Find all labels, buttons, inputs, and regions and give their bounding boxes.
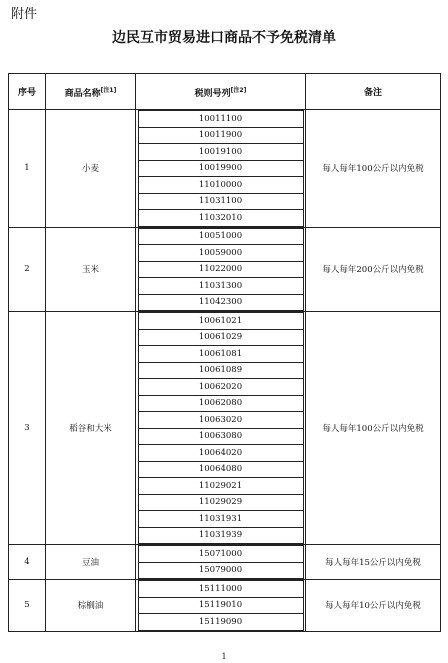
tariff-code: 10061081: [138, 346, 303, 363]
header-tariff-code: [136, 74, 306, 110]
tariff-code-list: [138, 545, 304, 579]
row-remark: 每人每年200公斤以内免税: [306, 227, 441, 312]
tariff-code: 10063020: [138, 412, 303, 429]
table-row: [9, 545, 441, 580]
tariff-code: 10061089: [138, 362, 303, 379]
tariff-code: 15119090: [138, 614, 303, 631]
tariff-code-row: [138, 581, 303, 598]
tariff-code: 11010000: [138, 177, 303, 194]
tariff-code-row: [138, 193, 303, 210]
tariff-code-row: [138, 329, 303, 346]
row-tariff-codes: [136, 545, 306, 580]
table-header-row: [9, 74, 441, 110]
tariff-code-row: [138, 478, 303, 495]
tariff-code: 11031939: [138, 527, 303, 544]
tariff-code: 15111000: [138, 581, 303, 598]
tariff-code-row: [138, 494, 303, 511]
tariff-code: 11042300: [138, 294, 303, 311]
tariff-code-row: [138, 346, 303, 363]
tariff-code: 11022000: [138, 261, 303, 278]
tariff-code-row: [138, 546, 303, 563]
tariff-code: 15071000: [138, 546, 303, 563]
tariff-code: 15119010: [138, 597, 303, 614]
header-remark: [306, 74, 441, 110]
tariff-code-list: [138, 312, 304, 544]
row-remark: 每人每年15公斤以内免税: [306, 545, 441, 580]
note-1-marker: [注1]: [100, 86, 117, 94]
tariff-code: 10019100: [138, 144, 303, 161]
tariff-code-row: [138, 111, 303, 128]
tariff-code-row: [138, 261, 303, 278]
tariff-code: 10061021: [138, 313, 303, 330]
tariff-code-row: [138, 597, 303, 614]
tariff-code: 10011900: [138, 127, 303, 144]
row-tariff-codes: [136, 227, 306, 312]
header-product-label: 商品名称: [64, 88, 101, 99]
row-serial-number: 5: [9, 580, 46, 632]
tariff-code-row: [138, 395, 303, 412]
tariff-code: 11029021: [138, 478, 303, 495]
table-row: [9, 580, 441, 632]
tariff-code-list: [138, 228, 304, 312]
tariff-code-row: [138, 294, 303, 311]
header-product-name: [46, 74, 136, 110]
row-product-name: 小麦: [46, 110, 136, 228]
tariff-code-row: [138, 461, 303, 478]
note-2-marker: [注2]: [230, 86, 247, 94]
tariff-code-row: [138, 511, 303, 528]
exemption-table: [8, 73, 441, 632]
row-product-name: 稻谷和大米: [46, 312, 136, 545]
tariff-code-row: [138, 527, 303, 544]
tariff-code-row: [138, 412, 303, 429]
tariff-code-list: [138, 110, 304, 227]
row-product-name: 玉米: [46, 227, 136, 312]
tariff-code-row: [138, 278, 303, 295]
table-row: [9, 227, 441, 312]
tariff-code-list: [138, 580, 304, 631]
table-row: [9, 312, 441, 545]
row-tariff-codes: [136, 312, 306, 545]
tariff-code: 10064020: [138, 445, 303, 462]
tariff-code: 10062020: [138, 379, 303, 396]
tariff-code: 10061029: [138, 329, 303, 346]
tariff-code: 15079000: [138, 562, 303, 579]
tariff-code: 10019900: [138, 160, 303, 177]
tariff-code: 10051000: [138, 228, 303, 245]
tariff-code-row: [138, 562, 303, 579]
row-serial-number: 2: [9, 227, 46, 312]
tariff-code: 10063080: [138, 428, 303, 445]
tariff-code-row: [138, 177, 303, 194]
header-tariff-label: 税则号列: [194, 88, 231, 99]
tariff-code: 10064080: [138, 461, 303, 478]
attachment-label: 附件: [11, 7, 38, 22]
row-product-name: 豆油: [46, 545, 136, 580]
row-serial-number: 1: [9, 110, 46, 228]
row-remark: 每人每年100公斤以内免税: [306, 110, 441, 228]
tariff-code-row: [138, 313, 303, 330]
header-remark-label: 备注: [363, 88, 382, 98]
table-body: [9, 110, 441, 632]
tariff-code: 10062080: [138, 395, 303, 412]
tariff-code-row: [138, 379, 303, 396]
tariff-code: 10059000: [138, 245, 303, 262]
tariff-code-row: [138, 210, 303, 227]
tariff-code-row: [138, 228, 303, 245]
tariff-code-row: [138, 445, 303, 462]
row-remark: 每人每年10公斤以内免税: [306, 580, 441, 632]
document-title: 边民互市贸易进口商品不予免税清单: [112, 30, 336, 46]
page-number: 1: [221, 652, 227, 661]
tariff-code-row: [138, 160, 303, 177]
tariff-code-row: [138, 614, 303, 631]
tariff-code: 11029029: [138, 494, 303, 511]
tariff-code-row: [138, 245, 303, 262]
tariff-code: 10011100: [138, 111, 303, 128]
tariff-code-row: [138, 362, 303, 379]
tariff-code-row: [138, 127, 303, 144]
table-row: [9, 110, 441, 228]
tariff-code: 11031300: [138, 278, 303, 295]
tariff-code: 11031100: [138, 193, 303, 210]
row-tariff-codes: [136, 110, 306, 228]
header-serial-number: [9, 74, 46, 110]
row-serial-number: 3: [9, 312, 46, 545]
row-tariff-codes: [136, 580, 306, 632]
tariff-code-row: [138, 144, 303, 161]
tariff-code: 11032010: [138, 210, 303, 227]
row-remark: 每人每年100公斤以内免税: [306, 312, 441, 545]
row-serial-number: 4: [9, 545, 46, 580]
tariff-code: 11031931: [138, 511, 303, 528]
header-serial-label: 序号: [17, 88, 36, 98]
tariff-code-row: [138, 428, 303, 445]
row-product-name: 棕榈油: [46, 580, 136, 632]
